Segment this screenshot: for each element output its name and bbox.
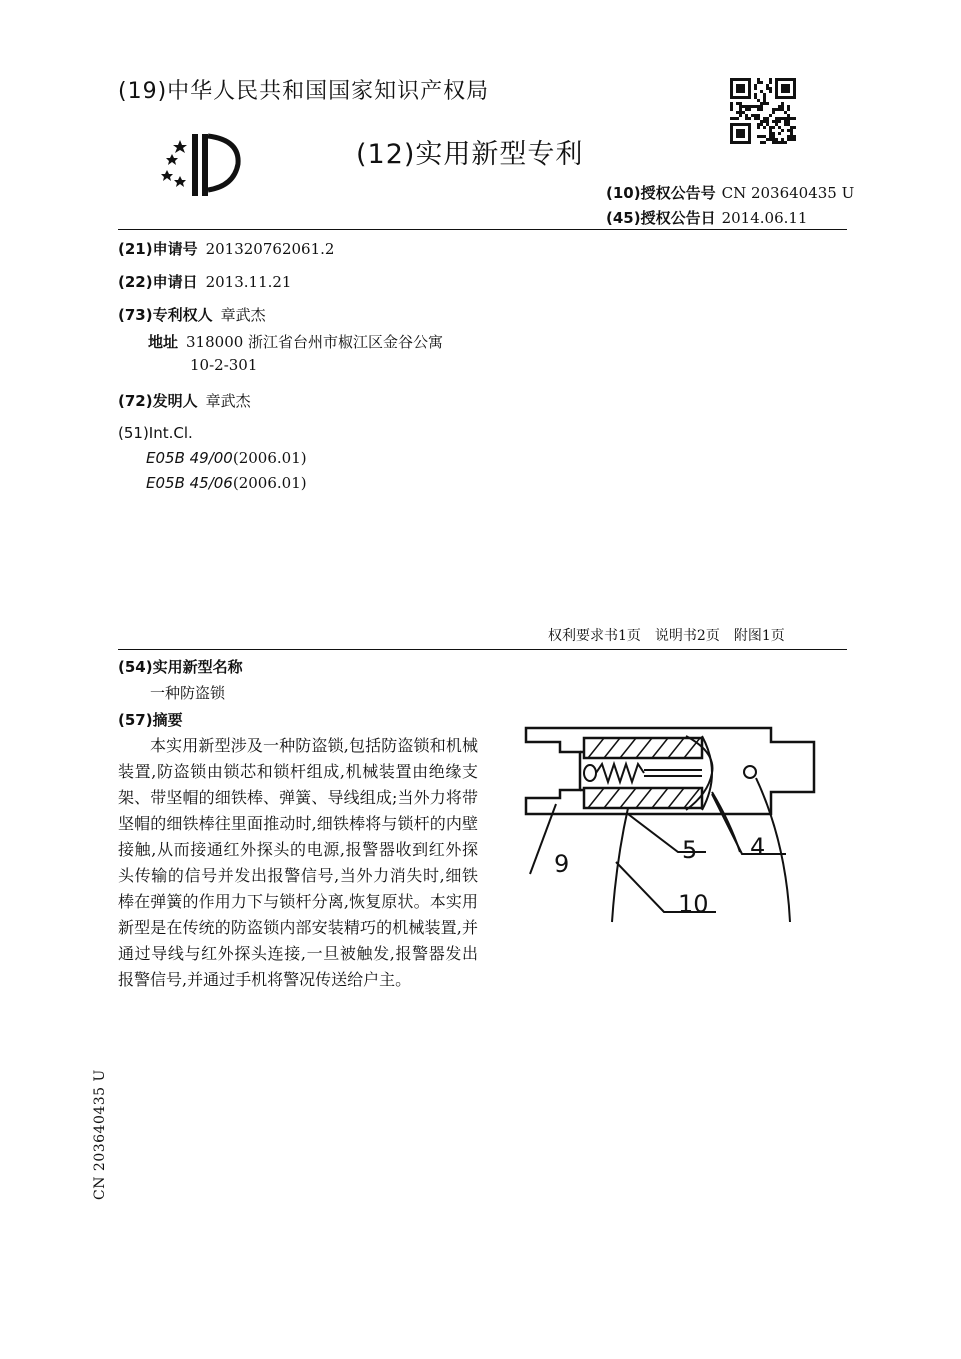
cnipa-logo-icon — [158, 130, 244, 200]
publication-number-value: CN 203640435 U — [721, 184, 855, 202]
office-name: (19)中华人民共和国国家知识产权局 — [118, 79, 490, 104]
application-number-value: 201320762061.2 — [205, 240, 335, 258]
filing-date-value: 2013.11.21 — [205, 273, 292, 291]
utility-model-title-label: (54)实用新型名称 — [118, 658, 243, 676]
ipc-version: (2006.01) — [232, 474, 307, 492]
ipc-item — [146, 474, 307, 492]
ipc-code: E05B 45/06 — [146, 474, 233, 492]
inventor-field — [118, 390, 251, 411]
filing-date-label: (22)申请日 — [118, 273, 198, 291]
utility-model-title: 一种防盗锁 — [150, 684, 226, 702]
ipc-version: (2006.01) — [232, 449, 307, 467]
application-number-field — [118, 238, 334, 259]
publication-date-row — [606, 207, 807, 228]
address-field — [148, 331, 443, 352]
address-line2: 10-2-301 — [190, 356, 258, 374]
description-pages: 说明书2页 — [654, 628, 720, 644]
top-divider — [118, 229, 847, 230]
middle-divider — [118, 649, 847, 650]
figure-label-10: 10 — [678, 890, 709, 918]
publication-number-row — [606, 182, 854, 203]
publication-number-label: (10)授权公告号 — [606, 184, 716, 202]
lock-mechanism-figure — [516, 722, 816, 947]
drawing-pages: 附图1页 — [733, 628, 785, 644]
page-counts — [548, 625, 799, 645]
qr-code-icon — [730, 78, 796, 144]
address-line1: 318000 浙江省台州市椒江区金谷公寓 — [186, 333, 444, 351]
ipc-item — [146, 449, 307, 467]
ipc-code: E05B 49/00 — [146, 449, 233, 467]
publication-date-value: 2014.06.11 — [721, 209, 808, 227]
figure-label-5: 5 — [682, 836, 698, 864]
patentee-field — [118, 304, 266, 325]
figure-label-4: 4 — [750, 833, 766, 861]
claims-pages: 权利要求书1页 — [548, 628, 641, 644]
ipc-field — [118, 424, 193, 442]
address-label: 地址 — [148, 333, 179, 351]
figure-label-9: 9 — [554, 850, 570, 878]
publication-date-label: (45)授权公告日 — [606, 209, 716, 227]
abstract-label: (57)摘要 — [118, 711, 183, 729]
patentee-value: 章武杰 — [220, 306, 266, 324]
ipc-label: (51)Int.Cl. — [118, 424, 193, 442]
address-line2-row — [190, 356, 257, 374]
inventor-label: (72)发明人 — [118, 392, 198, 410]
patentee-label: (73)专利权人 — [118, 306, 213, 324]
inventor-value: 章武杰 — [205, 392, 251, 410]
patent-type-title: (12)实用新型专利 — [356, 139, 584, 170]
abstract-text: 本实用新型涉及一种防盗锁,包括防盗锁和机械装置,防盗锁由锁芯和锁杆组成,机械装置由绝缘支架、带坚帽的细铁棒、弹簧、导线组成;当外力将带坚帽的细铁棒往里面推动时,细铁棒将与锁杆的内壁接触,从而接通红外探头的电源,报警器收到红外探头传输的信号并发出报警信号,当外力消失时,细铁棒在弹簧的作用力下与锁杆分离,恢复原状。本实用新型是在传统的防盗锁内部安装精巧的机械装置,并通过导线与红外探头连接,一旦被触发,报警器发出报警信号,并通过手机将警况传送给户主。 — [118, 736, 478, 989]
application-number-label: (21)申请号 — [118, 240, 198, 258]
side-publication-number: CN 203640435 U — [92, 1069, 108, 1200]
filing-date-field — [118, 271, 291, 292]
